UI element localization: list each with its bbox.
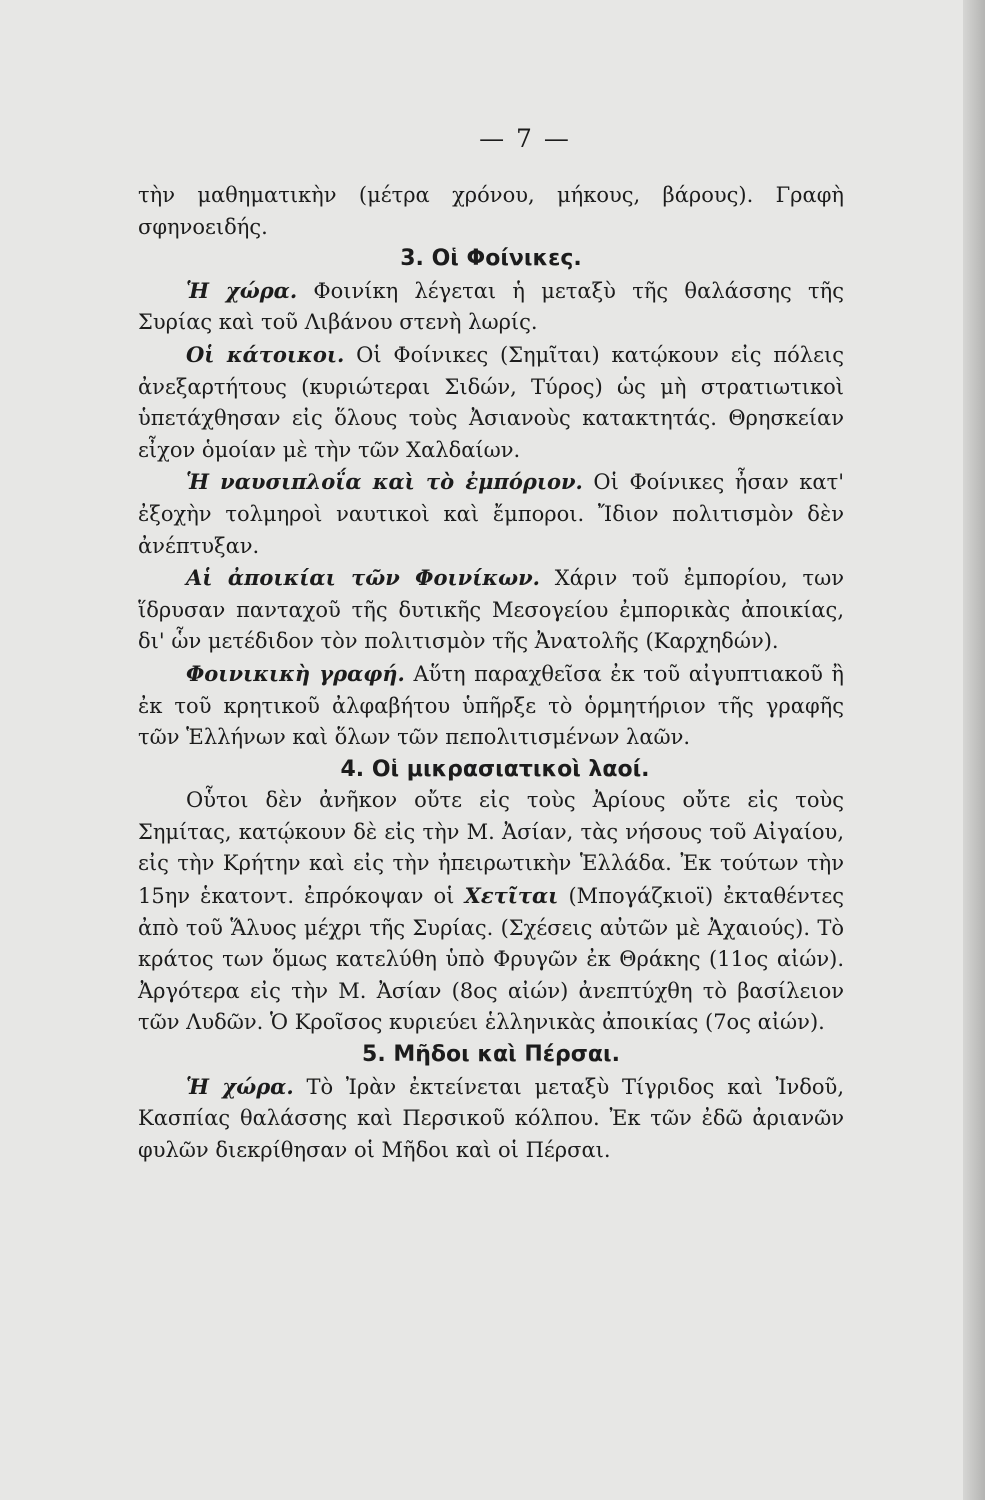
section-3-paragraph <box>138 275 844 339</box>
page-number: — 7 — <box>479 124 571 153</box>
section-4-heading: 4. Οἱ μικρασιατικοὶ λαοί. <box>340 756 650 782</box>
paragraph-lead: Αἱ ἀποικίαι τῶν Φοινίκων. <box>186 565 540 591</box>
section-5-heading: 5. Μῆδοι καὶ Πέρσαι. <box>362 1042 620 1068</box>
section-3-paragraph <box>138 562 844 658</box>
paragraph-lead: Ἡ χώρα. <box>186 277 298 303</box>
section-5-paragraph <box>138 1071 844 1167</box>
paragraph-text: (Μπογάζκιοϊ) ἐκταθέντες ἀπὸ τοῦ Ἅλυος μέχρι τῆς Συρίας. (Σχέσεις αὐτῶν μὲ Ἀχαιούς). Τὸ κράτος των ὅμως κατελύθη ὑπὸ Φρυγῶν ἐκ Θράκης (11ος αἰών). Ἀργότερα εἰς τὴν Μ. Ἀσίαν (8ος αἰών) ἀνεπτύχθη τὸ βασίλειον τῶν Λυδῶν. Ὁ Κροῖσος κυριεύει ἑλληνικὰς ἀποικίας (7ος αἰών). <box>138 884 844 1035</box>
section-3-paragraph <box>138 466 844 562</box>
paragraph-text: Οἱ Φοίνικες ἦσαν κατ' ἐξοχὴν τολμηροὶ ναυτικοὶ καὶ ἔμποροι. Ἴδιον πολιτισμὸν δὲν ἀνέπτυξαν. <box>138 470 844 558</box>
paragraph-lead: Ἡ χώρα. <box>186 1073 294 1099</box>
paragraph-lead: Ἡ ναυσιπλοΐα καὶ τὸ ἐμπόριον. <box>186 469 583 495</box>
paragraph-text: Φοινίκη λέγεται ἡ μεταξὺ τῆς θαλάσσης τῆς Συρίας καὶ τοῦ Λιβάνου στενὴ λωρίς. <box>138 278 844 335</box>
paragraph-lead: Οἱ κάτοικοι. <box>186 341 345 367</box>
section-3-paragraph <box>138 339 844 466</box>
body-text <box>138 180 844 1166</box>
paragraph-text: Αὕτη παραχθεῖσα ἐκ τοῦ αἰγυπτιακοῦ ἢ ἐκ τοῦ κρητικοῦ ἀλφαβήτου ὑπῆρξε τὸ ὁρμητήριον τῆς γραφῆς τῶν Ἑλλήνων καὶ ὅλων τῶν πεπολιτισμένων λαῶν. <box>138 661 844 750</box>
paragraph-lead: Φοινικικὴ γραφή. <box>186 660 405 686</box>
paragraph-text: Χάριν τοῦ ἐμπορίου, των ἵδρυσαν πανταχοῦ τῆς δυτικῆς Μεσογείου ἐμπορικὰς ἀποικίας, δι' ὧν μετέδιδον τὸν πολιτισμὸν τῆς Ἀνατολῆς (Καρχηδών). <box>138 566 844 654</box>
paragraph-text: Οἱ Φοίνικες (Σημῖται) κατῴκουν εἰς πόλεις ἀνεξαρτήτους (κυριώτεραι Σιδών, Τύρος) ὡς μὴ στρατιωτικοὶ ὑπετάχθησαν εἰς ὅλους τοὺς Ἀσιανοὺς κατακτητάς. Θρησκείαν εἶχον ὁμοίαν μὲ τὴν τῶν Χαλδαίων. <box>138 342 844 462</box>
page-edge <box>963 0 985 1500</box>
section-3-paragraph <box>138 658 844 754</box>
emphasis-hittites: Χετῖται <box>464 883 559 909</box>
intro-paragraph: τὴν μαθηματικὴν (μέτρα χρόνου, μήκους, βάρους). Γραφὴ σφηνοειδής. <box>138 183 844 239</box>
paragraph-text: Οὗτοι δὲν ἀνῆκον οὔτε εἰς τοὺς Ἀρίους οὔτε εἰς τοὺς Σημίτας, κατῴκουν δὲ εἰς τὴν Μ. Ἀσίαν, τὰς νήσους τοῦ Αἰγαίου, εἰς τὴν Κρήτην καὶ εἰς τὴν ἠπειρωτικὴν Ἑλλάδα. Ἐκ τούτων τὴν 15ην ἑκατοντ. ἐπρόκοψαν οἱ <box>138 788 844 909</box>
paragraph-text: Τὸ Ἰρὰν ἐκτείνεται μεταξὺ Τίγριδος καὶ Ἰνδοῦ, Κασπίας θαλάσσης καὶ Περσικοῦ κόλπου. Ἐκ τῶν ἐδῶ ἀριανῶν φυλῶν διεκρίθησαν οἱ Μῆδοι καὶ οἱ Πέρσαι. <box>138 1074 844 1162</box>
section-3-heading: 3. Οἱ Φοίνικες. <box>400 246 582 272</box>
section-4-paragraph <box>138 785 844 1039</box>
